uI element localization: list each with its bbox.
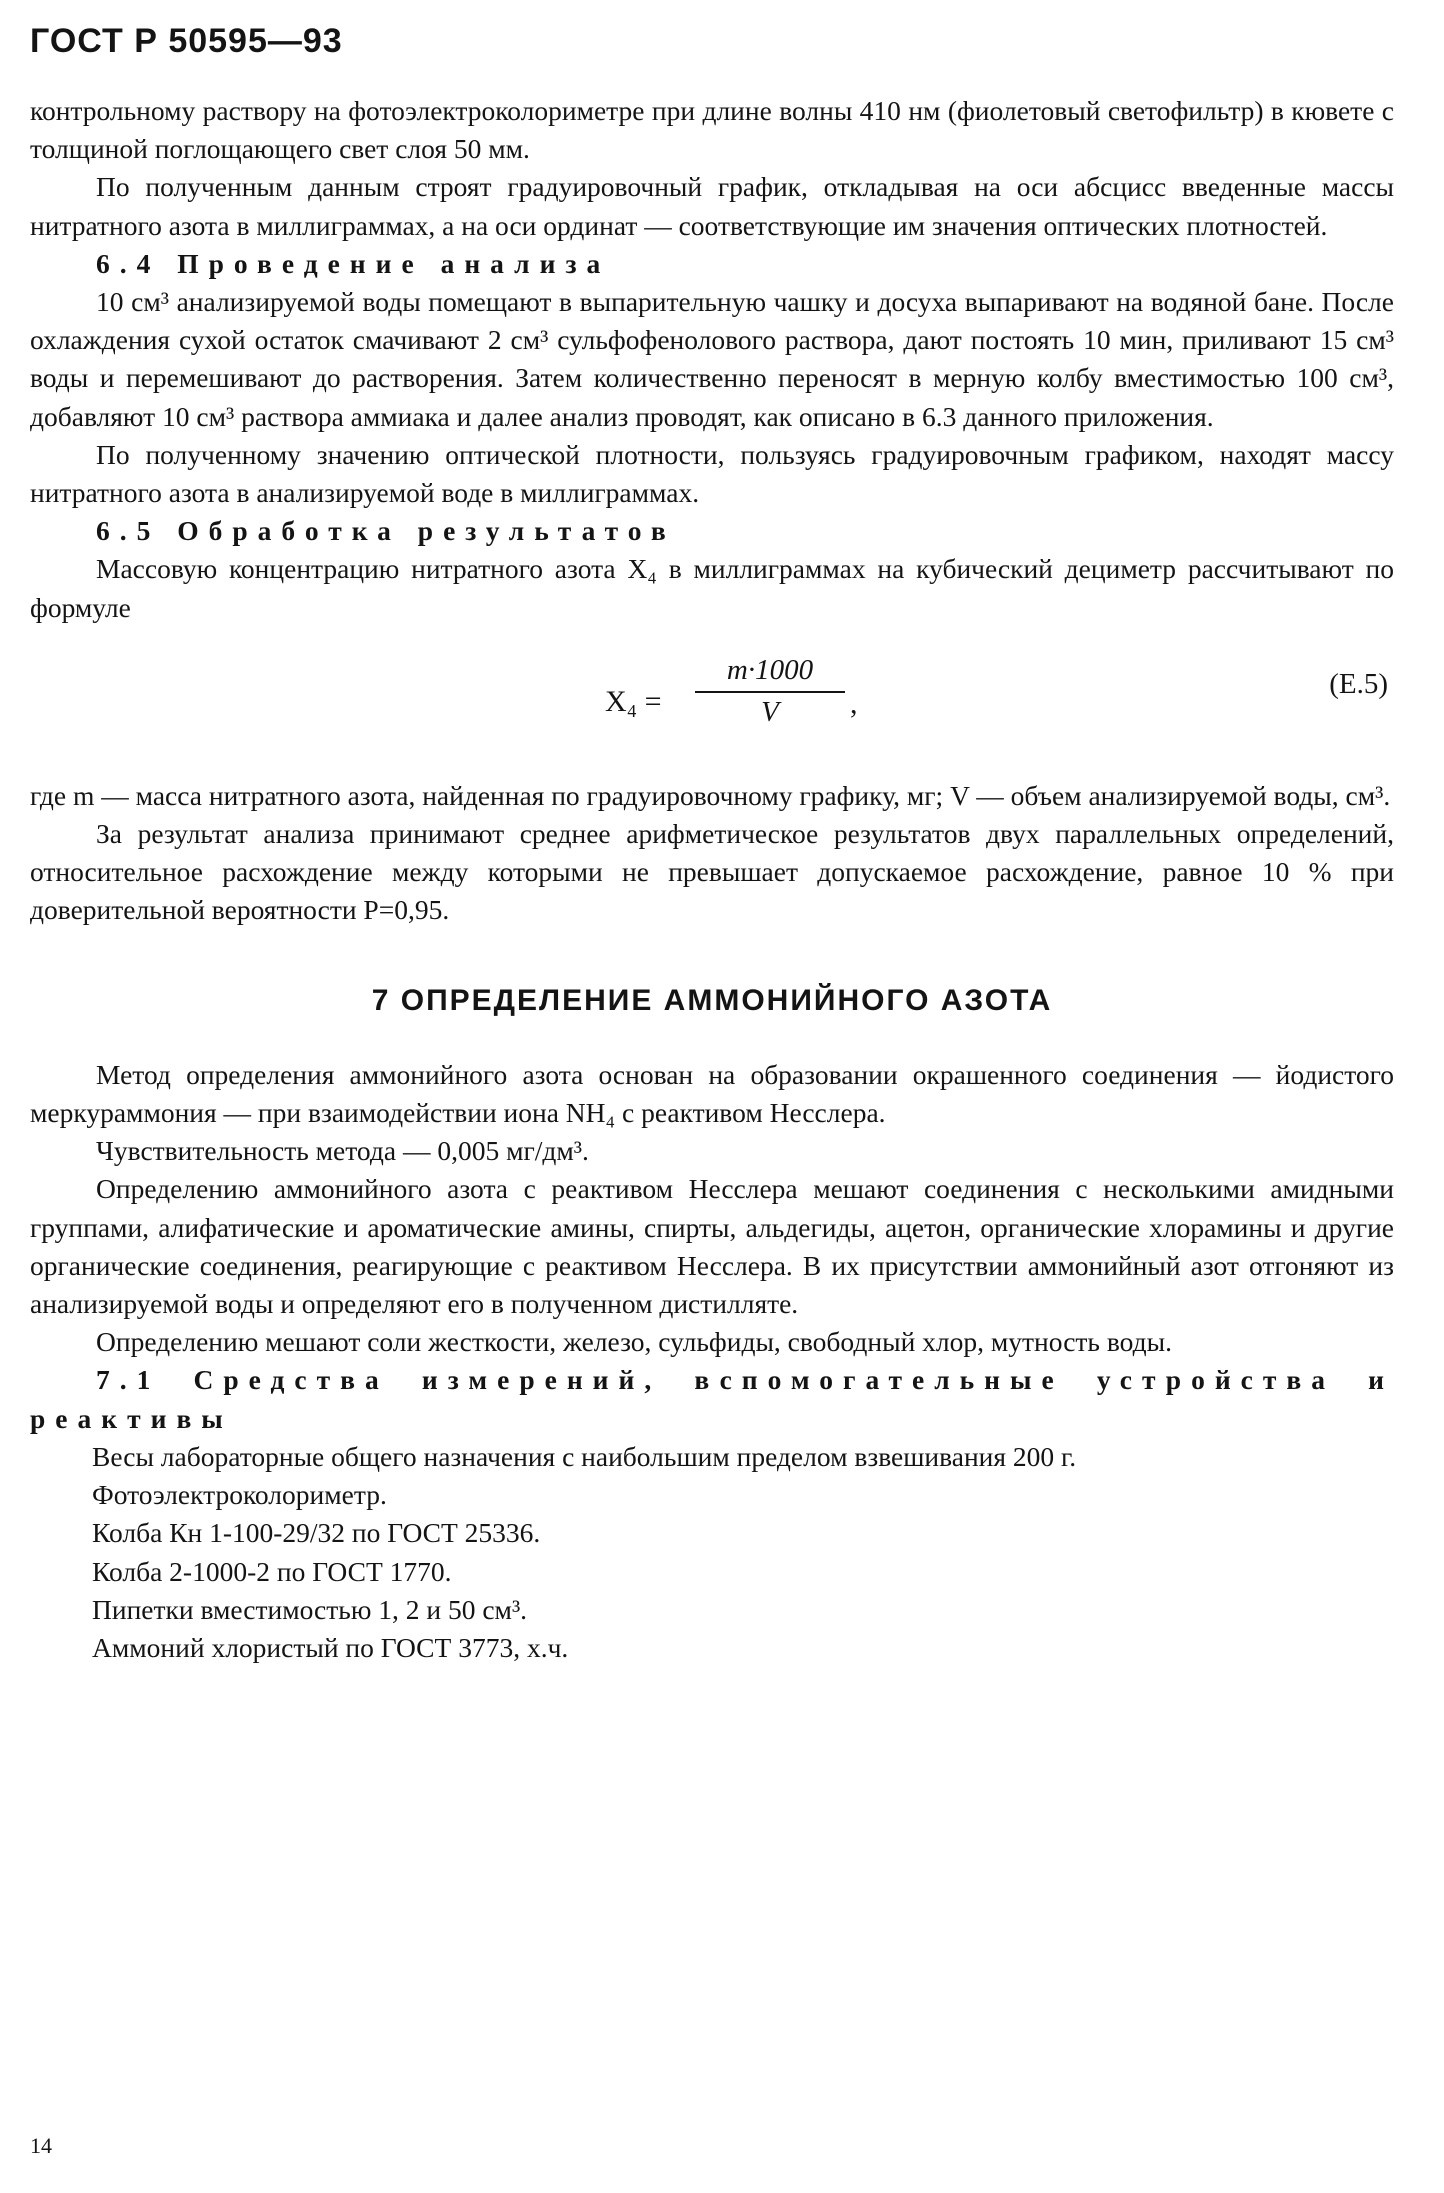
page-header: ГОСТ Р 50595—93 <box>30 22 343 60</box>
paragraph-6-4-result: По полученному значению оптической плотности, пользуясь градуировочным графиком, находят массу нитратного азота в анализируемой воде в миллиграммах. <box>30 438 1394 509</box>
section-heading-6-5: 6.5 Обработка результатов <box>96 515 676 547</box>
page-number: 14 <box>30 2133 52 2158</box>
paragraph-graph: По полученным данным строят градуировочный график, откладывая на оси абсцисс введенные массы нитратного азота в миллиграммах, а на оси ординат — соответствующие им значения оптических плотностей. <box>30 171 1394 241</box>
formula-numerator: m·1000 <box>695 651 845 693</box>
formula-denominator: V <box>761 696 779 729</box>
section-heading-6-4: 6.4 Проведение анализа <box>96 247 611 279</box>
paragraph-7-method: Метод определения аммонийного азота основан на образовании окрашенного соединения — йодистого меркураммония — при взаимодействии иона NH₄ с реактивом Несслера. <box>30 1058 1394 1129</box>
formula-lhs: X₄ = <box>605 684 662 718</box>
section-title-7: 7 ОПРЕДЕЛЕНИЕ АММОНИЙНОГО АЗОТА <box>371 983 1053 1017</box>
paragraph-where: где m — масса нитратного азота, найденная по градуировочному графику, мг; V — объем анализируемой воды, см³. <box>30 779 1391 811</box>
list-item: Весы лабораторные общего назначения с наибольшим пределом взвешивания 200 г. <box>92 1440 1077 1472</box>
document-body <box>30 92 1394 1667</box>
paragraph-7-hardness: Определению мешают соли жесткости, железо, сульфиды, свободный хлор, мутность воды. <box>96 1326 1172 1358</box>
paragraph-7-interference: Определению аммонийного азота с реактивом Несслера мешают соединения с несколькими амидными группами, алифатические и ароматические амины, спирты, альдегиды, ацетон, органические хлорамины и другие органические соединения, реагирующие с реактивом Несслера. В их присутствии аммонийный азот отгоняют из анализируемой воды и определяют его в полученном дистилляте. <box>30 1173 1394 1320</box>
paragraph-continuation: контрольному раствору на фотоэлектроколориметре при длине волны 410 нм (фиолетовый светофильтр) в кювете с толщиной поглощающего свет слоя 50 мм. <box>30 95 1394 165</box>
paragraph-6-5-intro: Массовую концентрацию нитратного азота X₄ в миллиграммах на кубический дециметр рассчитывают по формуле <box>30 553 1394 623</box>
section-heading-7-1: 7.1 Средства измерений, вспомогательные устройства и реактивы <box>30 1364 1394 1434</box>
paragraph-7-sensitivity: Чувствительность метода — 0,005 мг/дм³. <box>96 1135 589 1167</box>
formula-e5 <box>30 645 1394 757</box>
list-item: Фотоэлектроколориметр. <box>92 1479 387 1511</box>
equipment-list <box>30 1438 1394 1667</box>
paragraph-6-4-procedure: 10 см³ анализируемой воды помещают в выпарительную чашку и досуха выпаривают на водяной бане. После охлаждения сухой остаток смачивают 2 см³ сульфофенолового раствора, дают постоять 10 мин, приливают 15 см³ воды и перемешивают до растворения. Затем количественно переносят в мерную колбу вместимостью 100 см³, добавляют 10 см³ раствора аммиака и далее анализ проводят, как описано в 6.3 данного приложения. <box>30 286 1394 432</box>
formula-fraction <box>695 651 845 731</box>
list-item: Колба 2-1000-2 по ГОСТ 1770. <box>92 1555 452 1587</box>
list-item: Пипетки вместимостью 1, 2 и 50 см³. <box>92 1593 528 1625</box>
formula-tail: , <box>850 686 858 720</box>
formula-label: (Е.5) <box>1329 667 1388 700</box>
list-item: Колба Кн 1-100-29/32 по ГОСТ 25336. <box>92 1517 541 1549</box>
paragraph-result-criteria: За результат анализа принимают среднее арифметическое результатов двух параллельных определений, относительное расхождение между которыми не превышает допускаемое расхождение, равное 10 % при доверительной вероятности P=0,95. <box>30 818 1394 926</box>
list-item: Аммоний хлористый по ГОСТ 3773, х.ч. <box>92 1631 569 1663</box>
